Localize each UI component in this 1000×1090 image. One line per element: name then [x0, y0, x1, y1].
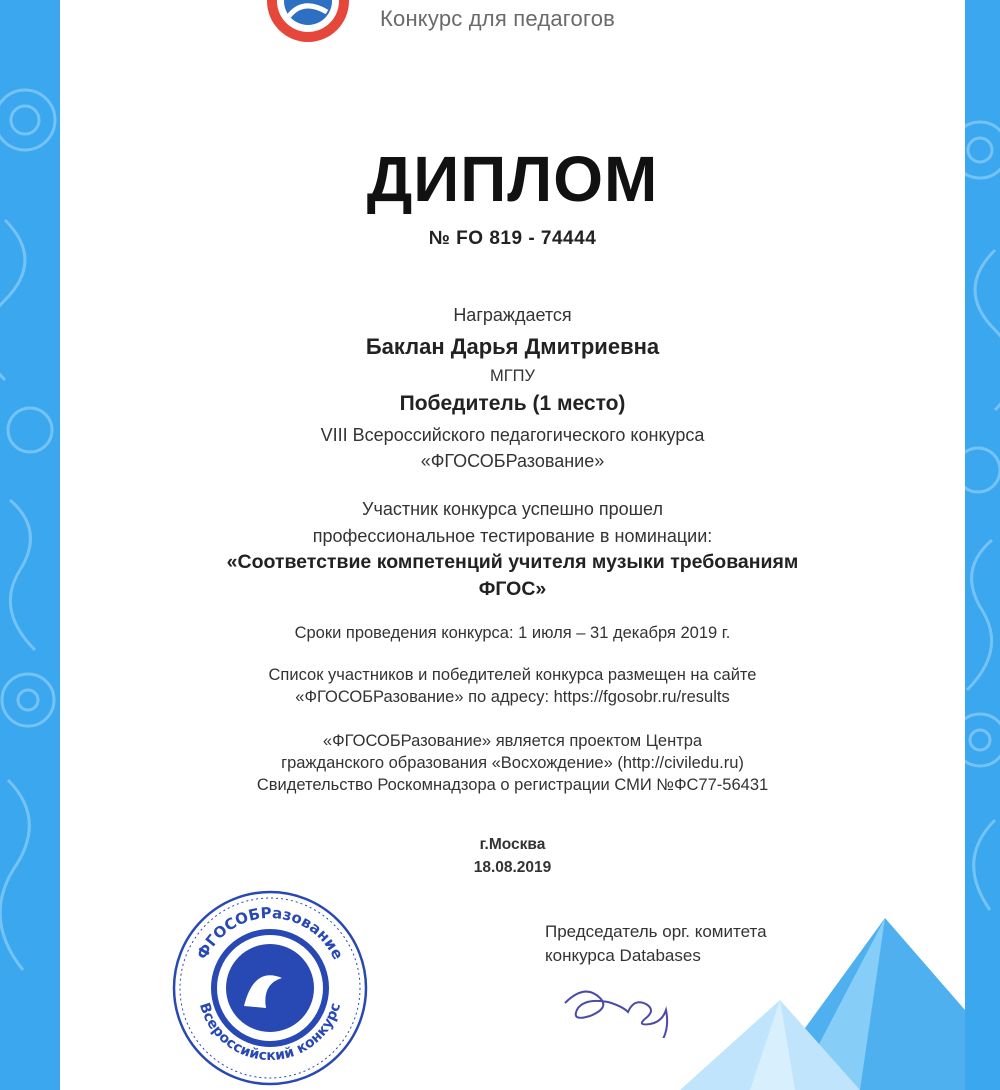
diploma-number: № FO 819 - 74444: [428, 228, 597, 249]
stamp-ring-top-text: ФГОСОБРазование: [192, 903, 348, 963]
contest-name-line2: «ФГОСОБРазование»: [420, 451, 605, 471]
issue-date: 18.08.2019: [473, 859, 552, 876]
testing-line1: Участник конкурса успешно прошел: [362, 499, 663, 519]
contest-tagline: Конкурс для педагогов: [380, 6, 616, 31]
project-line3: Свидетельство Роскомнадзора о регистрации СМИ №ФС77-56431: [256, 776, 769, 794]
contest-logo-icon: [265, 0, 351, 44]
award-place: Победитель (1 место): [399, 392, 626, 415]
diploma-title: ДИПЛОМ: [366, 143, 659, 215]
header: [60, 0, 965, 45]
stamp-ring-bottom-text: Всероссийский конкурс: [195, 1000, 345, 1065]
project-line1: «ФГОСОБРазование» является проектом Центра: [322, 732, 703, 750]
awarded-label: Награждается: [453, 305, 572, 325]
chairman-line2: конкурса Databases: [545, 946, 701, 965]
project-line2: гражданского образования «Восхождение» (http://civiledu.ru): [281, 754, 744, 772]
signature: [555, 968, 695, 1038]
chairman-line1: Председатель орг. комитета: [545, 922, 767, 941]
recipient-organization: МГПУ: [489, 367, 536, 385]
official-stamp: [170, 888, 370, 1088]
results-line2: «ФГОСОБРазование» по адресу: https://fgosobr.ru/results: [295, 688, 730, 706]
chairman-block: [545, 920, 767, 968]
recipient-name: Баклан Дарья Дмитриевна: [365, 334, 660, 359]
nomination-line1: «Соответствие компетенций учителя музыки требованиям: [226, 551, 799, 573]
city: г.Москва: [479, 836, 546, 853]
diploma-sheet: [60, 0, 965, 1090]
testing-line2: профессиональное тестирование в номинации:: [312, 526, 713, 546]
results-line1: Список участников и победителей конкурса размещен на сайте: [268, 666, 757, 684]
contest-name-line1: VIII Всероссийского педагогического конкурса: [320, 425, 705, 445]
contest-dates: Сроки проведения конкурса: 1 июля – 31 декабря 2019 г.: [294, 624, 731, 642]
nomination-line2: ФГОС»: [478, 578, 547, 600]
